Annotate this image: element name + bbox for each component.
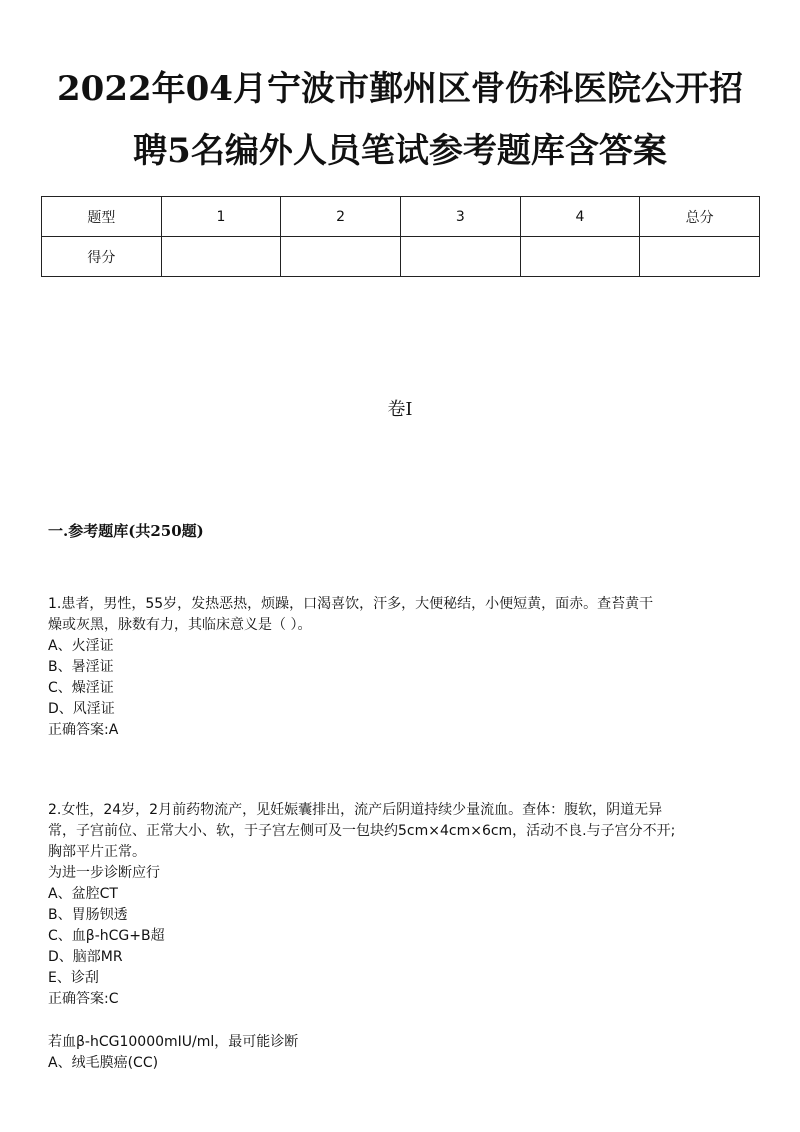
question-stem-line: 为进一步诊断应行 [48,865,160,881]
followup-option-a: A、绒毛膜癌(CC) [48,1055,159,1071]
option-a: A、盆腔CT [48,886,118,902]
document-title [40,58,760,182]
correct-answer: 正确答案:A [48,722,119,738]
header-cell-2: 2 [281,197,401,237]
header-cell-1: 1 [161,197,281,237]
header-cell-type: 题型 [42,197,162,237]
volume-label: 卷I [387,399,413,420]
header-cell-total: 总分 [640,197,760,237]
question-stem-line: 燥或灰黑，脉数有力，其临床意义是（ ）。 [48,617,312,633]
score-cell-total[interactable] [640,237,760,277]
question-1 [48,594,760,741]
score-table-score-row [42,237,760,277]
option-b: B、胃肠钡透 [48,907,128,923]
option-b: B、暑淫证 [48,659,114,675]
question-stem-line: 常，子宫前位、正常大小、软，于子宫左侧可及一包块约5cm×4cm×6cm，活动不良.与子宫分不开; [48,823,676,839]
question-stem-line: 2.女性，24岁，2月前药物流产，见妊娠囊排出，流产后阴道持续少量流血。查体：腹软，阴道无异 [48,802,663,818]
option-a: A、火淫证 [48,638,114,654]
header-cell-4: 4 [520,197,640,237]
score-cell-label: 得分 [42,237,162,277]
option-d: D、脑部MR [48,949,123,965]
title-line-2: 聘5名编外人员笔试参考题库含答案 [133,131,667,171]
option-c: C、燥淫证 [48,680,114,696]
score-table-header-row [42,197,760,237]
score-cell-2[interactable] [281,237,401,277]
score-cell-4[interactable] [520,237,640,277]
section-heading: 一.参考题库(共250题) [48,522,204,540]
question-2-followup [48,1032,760,1074]
question-2 [48,800,760,1010]
score-cell-3[interactable] [400,237,520,277]
question-stem-line: 胸部平片正常。 [48,844,146,860]
score-cell-1[interactable] [161,237,281,277]
title-line-1: 2022年04月宁波市鄞州区骨伤科医院公开招 [57,69,743,109]
option-d: D、风淫证 [48,701,115,717]
score-table [41,196,760,277]
question-stem-line: 1.患者，男性，55岁，发热恶热，烦躁，口渴喜饮，汗多，大便秘结，小便短黄，面赤。查苔黄干 [48,596,654,612]
header-cell-3: 3 [400,197,520,237]
correct-answer: 正确答案:C [48,991,119,1007]
option-e: E、诊刮 [48,970,99,986]
followup-stem: 若血β-hCG10000mIU/ml，最可能诊断 [48,1034,299,1050]
option-c: C、血β-hCG+B超 [48,928,165,944]
